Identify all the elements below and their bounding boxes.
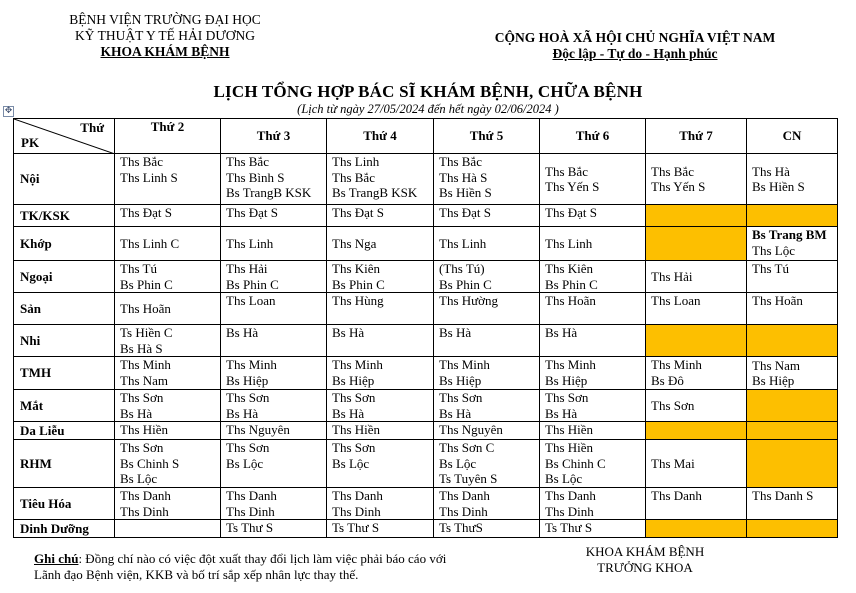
schedule-cell [540,154,646,205]
doctor-name: Ths Bắc [439,154,482,169]
doctor-name: Bs Lộc [120,471,158,486]
doctor-name: Ths Hải [651,268,693,284]
schedule-cell [540,293,646,325]
doctor-name: Bs Hiệp [752,373,795,388]
doctor-name: Ths Danh [651,488,702,503]
doctor-name: Ths Linh [439,235,487,251]
doctor-name: Ts Thư S [332,520,380,535]
schedule-cell [747,154,838,205]
schedule-cell [747,227,838,261]
schedule-cell [115,520,221,538]
doctor-name: Bs Lộc [439,455,477,471]
schedule-cell [327,261,434,293]
doctor-name: Ths Linh C [120,235,180,251]
schedule-cell [115,261,221,293]
doctor-name: Bs Hiệp [545,372,588,388]
schedule-cell [747,422,838,440]
schedule-cell [540,325,646,357]
clinic-name-cell: Nhi [14,325,115,357]
doctor-name: Ths Danh [120,488,171,503]
schedule-cell [747,390,838,422]
doctor-name: Ts Hiền C [120,325,173,340]
doctor-name: Ths Dinh [332,503,381,519]
clinic-name-cell: TMH [14,357,115,390]
doctor-name: Bs Hà [120,405,153,421]
table-row [14,422,838,440]
schedule-cell [221,422,327,440]
schedule-cell [434,488,540,520]
footnote-text: : Đồng chí nào có việc đột xuất thay đổi lịch làm việc phải báo cáo với Lãnh đạo Bệnh viện, KKB và bố trí sắp xếp nhân lực thay thế. [34,551,447,582]
doctor-name: Ths Loan [651,293,701,308]
schedule-cell [540,440,646,488]
doctor-name: Bs Chinh S [120,455,180,471]
clinic-name-cell: Da Liễu [14,422,115,440]
schedule-cell [434,440,540,488]
schedule-cell [221,520,327,538]
schedule-cell [434,154,540,205]
doctor-name: Ths Kiên [332,261,381,276]
doctor-name: Ths Đạt S [332,205,384,220]
clinic-name-cell: Dinh Dưỡng [14,520,115,538]
hospital-header [40,12,290,60]
doctor-name: Ths Nguyên [439,422,503,437]
doctor-name: Ths Đạt S [120,205,172,220]
table-row [14,520,838,538]
doctor-name: Bs Hiệp [332,372,375,388]
clinic-name-cell: Mắt [14,390,115,422]
schedule-cell [747,205,838,227]
schedule-cell [540,488,646,520]
doctor-name: Bs Phin C [226,276,279,292]
schedule-cell [327,154,434,205]
table-header-row [14,119,838,154]
schedule-cell [434,261,540,293]
schedule-cell [115,488,221,520]
schedule-cell [327,520,434,538]
day-header-2: Thứ 3 [221,119,327,154]
doctor-name: Bs Đô [651,372,684,388]
doctor-name: Bs Phin C [439,276,492,292]
doctor-name: Ths Bắc [120,154,163,169]
table-row [14,357,838,390]
table-row [14,154,838,205]
schedule-cell [646,422,747,440]
schedule-cell [747,325,838,357]
doctor-name: Ths Dinh [226,503,275,519]
schedule-cell [646,261,747,293]
schedule-cell [434,325,540,357]
footnote-label: Ghi chú [34,551,79,566]
day-header-5: Thứ 6 [540,119,646,154]
doctor-name: Bs Chinh C [545,455,606,471]
doctor-name: Ths Sơn [332,440,376,455]
schedule-cell [221,293,327,325]
schedule-cell [327,227,434,261]
national-title: CỘNG HOÀ XÃ HỘI CHỦ NGHĨA VIỆT NAM [494,30,776,45]
schedule-cell [115,422,221,440]
doctor-name: Ths Bắc [545,163,588,179]
doctor-name: Bs TrangB KSK [226,185,312,200]
schedule-cell [434,293,540,325]
schedule-cell [221,440,327,488]
doctor-name: Ths Bắc [651,163,694,179]
doctor-name: Ths Sơn C [439,440,495,455]
doctor-name: Ts ThưS [439,520,483,535]
doctor-name: Ths Minh [439,357,490,372]
doctor-name: Ths Dinh [120,503,169,519]
doctor-name: Ts Thư S [226,520,274,535]
schedule-cell [646,390,747,422]
table-row [14,325,838,357]
doctor-name: Ths Minh [545,357,596,372]
doctor-name: Ths Hùng [332,293,384,308]
doctor-name: Ths Nga [332,235,377,251]
schedule-cell [747,357,838,390]
national-header [470,30,800,62]
doctor-name: Ths Linh [545,235,593,251]
doctor-name: Ths Bắc [332,169,375,185]
schedule-cell [115,440,221,488]
doctor-name: Ths Đạt S [439,205,491,220]
schedule-cell [327,488,434,520]
doctor-name: Bs Lộc [226,455,264,471]
schedule-cell [540,422,646,440]
doctor-name: Bs Phin C [545,276,598,292]
doctor-name: Bs Hà [332,405,365,421]
doctor-name: Ths Kiên [545,261,594,276]
doctor-name: Ths Sơn [651,397,695,413]
clinic-name-cell: RHM [14,440,115,488]
schedule-cell [115,205,221,227]
doctor-name: Ths Đạt S [226,205,278,220]
doctor-name: Ths Sơn [545,390,589,405]
clinic-name-cell: TK/KSK [14,205,115,227]
doctor-name: Ths Linh [332,154,380,169]
doctor-name: Ts Thư S [545,520,593,535]
doctor-name: Ths Linh [226,235,274,251]
doctor-name: Ths Bình S [226,169,285,185]
doctor-name: Ths Hà S [439,169,488,185]
schedule-cell [540,205,646,227]
doctor-name: Bs Hà [439,325,472,340]
doctor-name: Bs Hà [226,405,259,421]
doctor-name: Ths Tú [120,261,157,276]
doctor-name: Ths Đạt S [545,205,597,220]
doctor-name: Ths Sơn [226,440,270,455]
table-row [14,205,838,227]
doctor-name: Ths Danh [545,488,596,503]
doctor-name: Ths Dinh [545,503,594,519]
doctor-name: Ths Hiền [120,422,169,437]
schedule-cell [221,488,327,520]
schedule-table [13,118,838,538]
doctor-name: (Ths Tú) [439,261,485,276]
schedule-cell [747,440,838,488]
doctor-name: Ths Yến S [651,179,706,194]
doctor-name: Ths Hiền [545,422,594,437]
doctor-name: Bs Hiền S [439,185,492,200]
schedule-cell [434,357,540,390]
hospital-name-line2: KỸ THUẬT Y TẾ HẢI DƯƠNG [74,28,256,43]
doctor-name: Bs Phin C [332,276,385,292]
doctor-name: Ts Tuyên S [439,471,498,486]
doctor-name: Ths Nam [752,357,801,373]
national-motto: Độc lập - Tự do - Hạnh phúc [552,46,718,61]
table-row [14,261,838,293]
corner-header-cell [14,119,115,154]
schedule-cell [115,390,221,422]
doctor-name: Bs TrangB KSK [332,185,418,200]
doctor-name: Bs Hà [439,405,472,421]
doctor-name: Ths Tú [752,261,789,276]
doctor-name: Bs Hà S [120,340,163,356]
schedule-cell [327,357,434,390]
doctor-name: Bs Hà [545,325,578,340]
doctor-name: Bs Hà [226,325,259,340]
table-move-handle-icon[interactable]: ✥ [4,106,13,116]
schedule-cell [221,205,327,227]
doctor-name: Ths Hoãn [120,300,171,316]
doctor-name: Ths Nam [120,372,169,388]
signature-role: TRƯỞNG KHOA [597,560,693,575]
schedule-cell [115,154,221,205]
schedule-cell [434,205,540,227]
doctor-name: Ths Minh [651,357,702,372]
doctor-name: Ths Sơn [439,390,483,405]
schedule-cell [540,227,646,261]
schedule-cell [327,325,434,357]
doctor-name: Bs Phin C [120,276,173,292]
date-range-subtitle: (Lịch từ ngày 27/05/2024 đến hết ngày 02/06/2024 ) [297,102,559,116]
doctor-name: Bs Hiệp [226,372,269,388]
doctor-name: Bs Hà [332,325,365,340]
schedule-cell [327,205,434,227]
doctor-name: Bs Hiệp [439,372,482,388]
schedule-cell [540,261,646,293]
schedule-cell [115,325,221,357]
schedule-cell [221,325,327,357]
schedule-cell [646,520,747,538]
doctor-name: Ths Dinh [439,503,488,519]
doctor-name: Ths Sơn [332,390,376,405]
schedule-cell [221,227,327,261]
signature-block [540,544,750,576]
clinic-name-cell: Nội [14,154,115,205]
table-row [14,293,838,325]
doctor-name: Ths Sơn [226,390,270,405]
doctor-name: Ths Minh [120,357,171,372]
schedule-cell [434,227,540,261]
schedule-cell [115,227,221,261]
schedule-cell [747,488,838,520]
clinic-name-cell: Sản [14,293,115,325]
doctor-name: Ths Sơn [120,440,164,455]
schedule-cell [747,293,838,325]
doctor-name: Ths Hiền [332,422,381,437]
schedule-cell [327,293,434,325]
schedule-cell [540,520,646,538]
schedule-cell [115,293,221,325]
doctor-name: Bs Lộc [332,455,370,471]
schedule-cell [646,205,747,227]
schedule-cell [434,390,540,422]
schedule-cell [221,357,327,390]
schedule-cell [327,422,434,440]
schedule-cell [221,390,327,422]
doctor-name: Ths Danh [332,488,383,503]
schedule-cell [434,422,540,440]
clinic-name-cell: Khớp [14,227,115,261]
schedule-cell [115,357,221,390]
doctor-name: Ths Hiền [545,440,594,455]
schedule-cell [646,293,747,325]
table-row [14,227,838,261]
doctor-name: Bs Trang BM [752,227,827,242]
doctor-name: Ths Danh S [752,488,814,503]
doctor-name: Ths Danh [439,488,490,503]
schedule-cell [646,440,747,488]
clinic-name-cell: Tiêu Hóa [14,488,115,520]
schedule-cell [327,440,434,488]
schedule-cell [747,520,838,538]
footnote [34,551,454,583]
schedule-cell [221,154,327,205]
department-name: KHOA KHÁM BỆNH [100,44,230,59]
doctor-name: Ths Hường [439,293,499,308]
schedule-cell [327,390,434,422]
doctor-name: Ths Loan [226,293,276,308]
doctor-name: Ths Hoãn [752,293,803,308]
doctor-name: Ths Mai [651,455,695,471]
day-header-3: Thứ 4 [327,119,434,154]
day-header-1: Thứ 2 [115,119,221,154]
doctor-name: Ths Sơn [120,390,164,405]
day-header-6: Thứ 7 [646,119,747,154]
table-row [14,440,838,488]
doctor-name: Ths Yến S [545,179,600,194]
schedule-cell [221,261,327,293]
doctor-name: Ths Nguyên [226,422,290,437]
hospital-name-line1: BỆNH VIỆN TRƯỜNG ĐẠI HỌC [69,12,261,27]
schedule-cell [747,261,838,293]
doctor-name: Ths Danh [226,488,277,503]
doctor-name: Ths Linh S [120,169,178,185]
table-row [14,488,838,520]
document-title: LỊCH TỔNG HỢP BÁC SĨ KHÁM BỆNH, CHỮA BỆNH [213,82,643,101]
schedule-cell [646,357,747,390]
doctor-name: Ths Lộc [752,242,795,258]
schedule-cell [646,227,747,261]
schedule-cell [646,325,747,357]
day-header-4: Thứ 5 [434,119,540,154]
doctor-name: Ths Minh [332,357,383,372]
schedule-cell [434,520,540,538]
schedule-cell [540,390,646,422]
corner-day-label: Thứ [80,120,104,135]
table-row [14,390,838,422]
schedule-cell [646,488,747,520]
doctor-name: Bs Lộc [545,471,583,486]
schedule-cell [540,357,646,390]
doctor-name: Bs Hiền S [752,179,805,194]
clinic-name-cell: Ngoại [14,261,115,293]
doctor-name: Ths Hải [226,261,268,276]
doctor-name: Bs Hà [545,405,578,421]
doctor-name: Ths Minh [226,357,277,372]
signature-department: KHOA KHÁM BỆNH [585,544,705,559]
doctor-name: Ths Hoãn [545,293,596,308]
corner-clinic-label: PK [21,134,40,150]
schedule-cell [646,154,747,205]
doctor-name: Ths Bắc [226,154,269,169]
day-header-7: CN [747,119,838,154]
doctor-name: Ths Hà [752,163,790,179]
